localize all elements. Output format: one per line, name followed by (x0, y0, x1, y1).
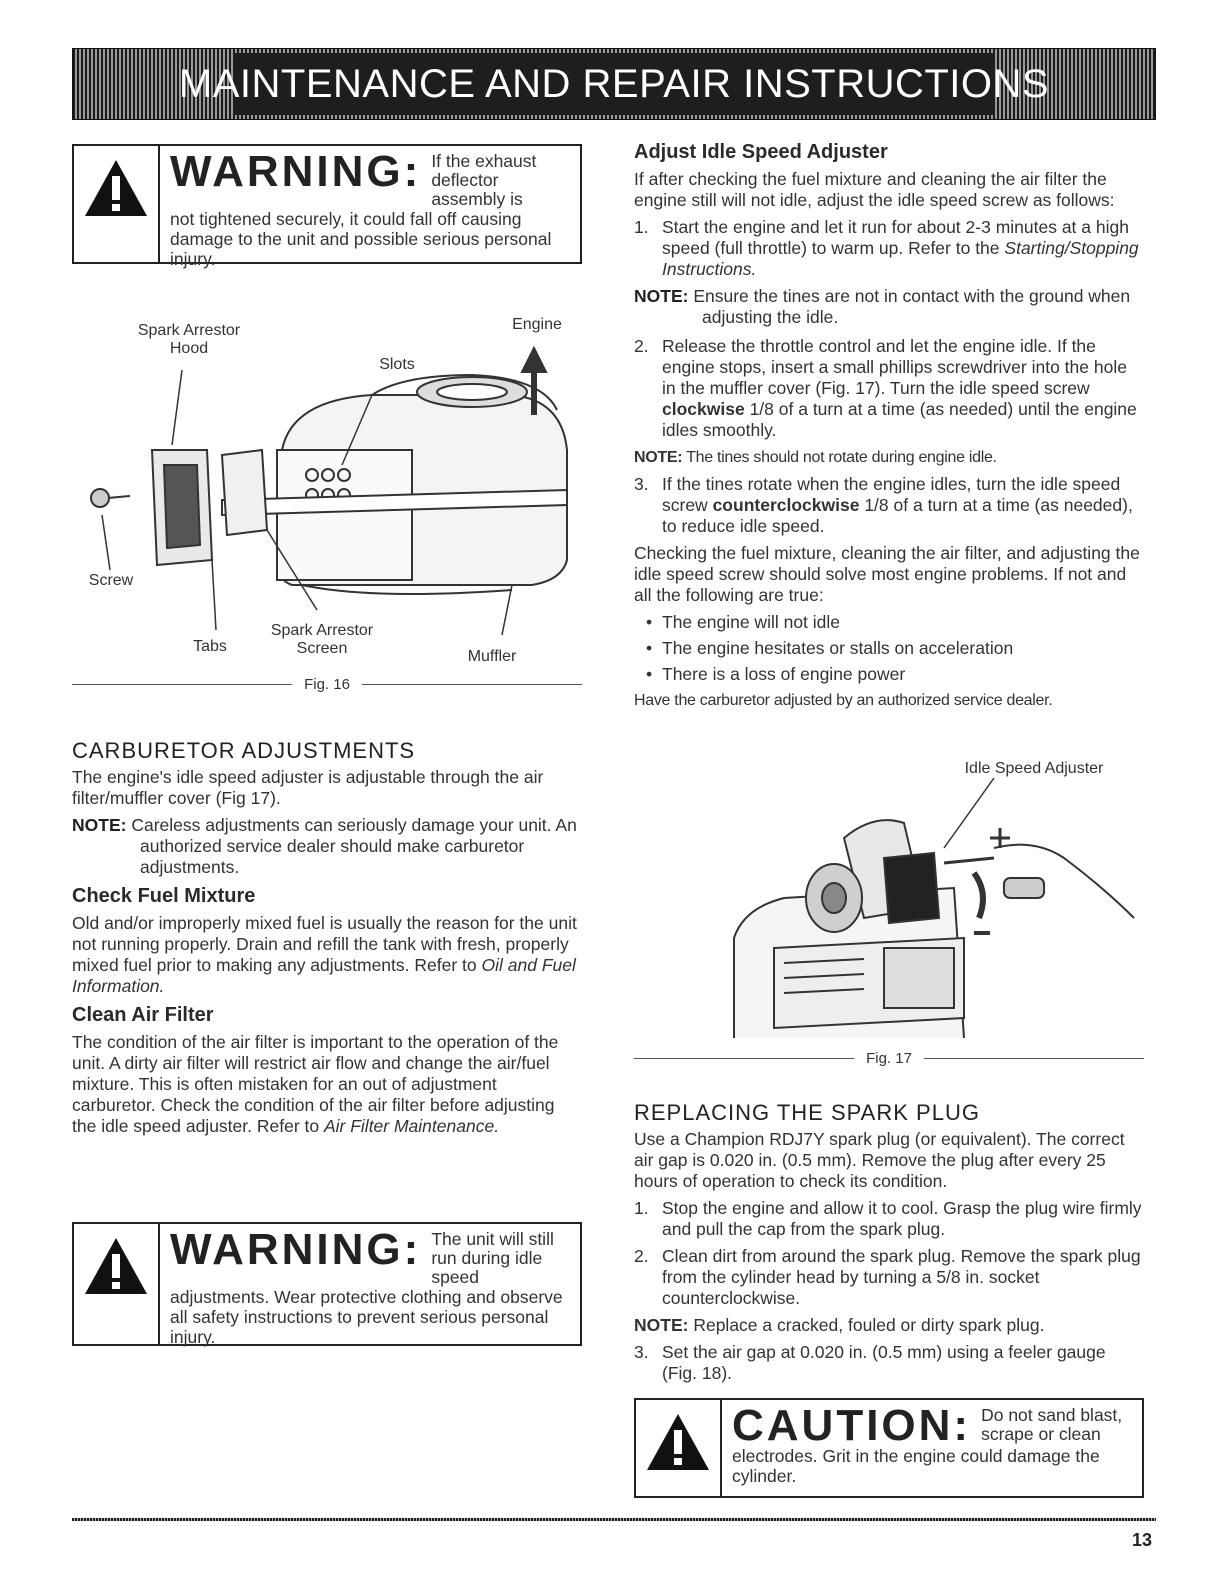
warning-triangle-icon (645, 1412, 711, 1472)
warning-triangle-icon (83, 158, 149, 218)
footer-rule (72, 1518, 1156, 1521)
step-text (662, 336, 1144, 441)
warning-text: adjustments. Wear protective clothing and observe all safety instructions to prevent serious personal injury. (170, 1287, 563, 1347)
plug-note (634, 1315, 1144, 1336)
page-number: 13 (1131, 1530, 1152, 1550)
caution-signal-word: CAUTION: (732, 1401, 972, 1450)
idle-summary: Checking the fuel mixture, cleaning the air filter, and adjusting the idle speed screw should solve most engine problems. If not and all the following are true: (634, 543, 1140, 605)
step-3-body-end: 1/8 of a turn at a time (as needed), to reduce idle speed. (662, 495, 1133, 536)
idle-speed-section (634, 142, 1144, 717)
step-text: Set the air gap at 0.020 in. (0.5 mm) using a feeler gauge (Fig. 18). (662, 1342, 1106, 1383)
air-filter-text (72, 1032, 582, 1137)
header-banner-inner (178, 53, 1050, 115)
note-text: Careless adjustments can seriously damage your unit. An authorized service dealer should make carburetor adjustments. (131, 815, 577, 877)
caution-lead-text: Do not sand blast, scrape or clean (981, 1405, 1123, 1444)
bullet-icon: • (646, 638, 653, 658)
step-3-body: If the tines rotate when the engine idles, turn the idle speed screw (662, 474, 1121, 515)
bullet-icon: • (646, 664, 653, 684)
note-label: NOTE: (634, 1315, 689, 1335)
figure-17-caption-text: Fig. 17 (866, 1050, 912, 1067)
idle-step-3 (634, 474, 1144, 537)
plug-step-2 (634, 1246, 1144, 1309)
carburetor-heading: CARBURETOR ADJUSTMENTS (72, 738, 416, 763)
warning-lead-text: The unit will still run during idle speed (431, 1229, 554, 1287)
figure-16 (72, 300, 582, 700)
plug-step-1 (634, 1198, 1144, 1240)
step-1-body: Start the engine and let it run for about 2-3 minutes at a high speed (full throttle) to warm up. Refer to the (662, 217, 1129, 258)
figure-17 (634, 758, 1144, 1066)
warning-box-exhaust (72, 144, 582, 269)
warning-signal-word: WARNING: (170, 1225, 422, 1274)
caution-body (722, 1400, 1142, 1496)
caution-icon-cell (636, 1400, 722, 1496)
warning-lead-text: If the exhaust deflector assembly is (431, 151, 537, 209)
fuel-mixture-body: Old and/or improperly mixed fuel is usually the reason for the unit not running properly. Drain and refill the tank with fresh, properly mixed fuel prior to making any adjustments. Refer to (72, 913, 577, 975)
air-filter-reference: Air Filter Maintenance. (323, 1116, 500, 1136)
idle-speed-intro: If after checking the fuel mixture and cleaning the air filter the engine still will not idle, adjust the idle speed screw as follows: (634, 169, 1115, 210)
idle-adjuster-illustration (634, 778, 1144, 1048)
list-item (646, 664, 1144, 685)
bullet-text: The engine will not idle (662, 612, 841, 632)
note-label: NOTE: (634, 286, 689, 306)
step-text (662, 217, 1144, 280)
list-item (646, 612, 1144, 633)
warning-signal-word: WARNING: (170, 147, 422, 196)
idle-speed-heading: Adjust Idle Speed Adjuster (634, 141, 888, 163)
step-number: 1. (634, 1198, 649, 1218)
step-3-emphasis: counterclockwise (712, 495, 860, 515)
warning-text: not tightened securely, it could fall off causing damage to the unit and possible serious personal injury. (170, 209, 552, 269)
plug-step-3 (634, 1342, 1144, 1384)
step-2-body-end: 1/8 of a turn at a time (as needed) until the engine idles smoothly. (662, 399, 1137, 440)
label-screw: Screw (88, 572, 134, 589)
idle-step-1 (634, 217, 1144, 280)
figure-16-caption-text: Fig. 16 (304, 676, 350, 693)
label-spark-arrestor-hood: Spark Arrestor Hood (137, 322, 241, 357)
step-text (662, 474, 1144, 537)
label-spark-arrestor-screen: Spark Arrestor Screen (270, 622, 374, 657)
air-filter-heading: Clean Air Filter (72, 1004, 214, 1026)
label-idle-speed-adjuster: Idle Speed Adjuster (964, 760, 1104, 777)
label-engine: Engine (512, 316, 562, 333)
carburetor-note (72, 815, 582, 878)
spark-plug-intro: Use a Champion RDJ7Y spark plug (or equivalent). The correct air gap is 0.020 in. (0.5 mm). Remove the plug after every 25 hours of operation to check its condition. (634, 1129, 1125, 1191)
carburetor-section (72, 740, 582, 1143)
step-2-emphasis: clockwise (662, 399, 745, 419)
caution-box (634, 1398, 1144, 1498)
figure-17-caption (634, 1050, 1144, 1067)
label-muffler: Muffler (467, 648, 517, 665)
step-number: 3. (634, 1342, 649, 1362)
idle-step-2 (634, 336, 1144, 441)
step-number: 2. (634, 336, 649, 356)
fuel-mixture-heading: Check Fuel Mixture (72, 885, 256, 907)
fuel-mixture-reference: Oil and Fuel Information. (72, 955, 576, 996)
step-text: Clean dirt from around the spark plug. Remove the spark plug from the cylinder head by turning a 5/8 in. socket counterclockwise. (662, 1246, 1141, 1308)
step-number: 3. (634, 474, 649, 494)
idle-note-2 (634, 447, 1144, 468)
warning-body (160, 146, 580, 269)
air-filter-body: The condition of the air filter is important to the operation of the unit. A dirty air filter will restrict air flow and change the air/fuel mixture. This is often mistaken for an out of adjustment carburetor. Check the condition of the air filter before adjusting the idle speed adjuster. Refer to (72, 1032, 559, 1136)
list-item (646, 638, 1144, 659)
warning-icon-cell (74, 146, 160, 262)
note-text: The tines should not rotate during engine idle. (686, 449, 997, 466)
note-label: NOTE: (72, 815, 127, 835)
warning-icon-cell (74, 1224, 160, 1344)
step-2-body: Release the throttle control and let the engine idle. If the engine stops, insert a small phillips screwdriver into the hole in the muffler cover (Fig. 17). Turn the idle speed screw (662, 336, 1127, 398)
spark-plug-section (634, 1102, 1144, 1390)
note-label: NOTE: (634, 449, 683, 466)
figure-16-caption (72, 676, 582, 693)
bullet-icon: • (646, 612, 653, 632)
idle-note-1 (634, 286, 1144, 328)
warning-body (160, 1224, 580, 1347)
spark-plug-heading: REPLACING THE SPARK PLUG (634, 1100, 980, 1125)
warning-triangle-icon (83, 1236, 149, 1296)
step-text: Stop the engine and allow it to cool. Grasp the plug wire firmly and pull the cap from the spark plug. (662, 1198, 1142, 1239)
page-title: MAINTENANCE AND REPAIR INSTRUCTIONS (178, 61, 1050, 106)
step-number: 2. (634, 1246, 649, 1266)
bullet-text: The engine hesitates or stalls on acceleration (662, 638, 1014, 658)
header-banner (72, 48, 1156, 120)
bullet-text: There is a loss of engine power (662, 664, 906, 684)
step-number: 1. (634, 217, 649, 237)
carburetor-intro: The engine's idle speed adjuster is adjustable through the air filter/muffler cover (Fig 17). (72, 767, 544, 808)
note-text: Replace a cracked, fouled or dirty spark plug. (693, 1315, 1045, 1335)
dealer-note: Have the carburetor adjusted by an authorized service dealer. (634, 692, 1053, 709)
note-text: Ensure the tines are not in contact with the ground when adjusting the idle. (693, 286, 1131, 327)
warning-box-idle (72, 1222, 582, 1346)
label-tabs: Tabs (193, 638, 227, 655)
step-1-reference: Starting/Stopping Instructions. (662, 238, 1139, 279)
label-slots: Slots (379, 356, 415, 373)
caution-text: electrodes. Grit in the engine could damage the cylinder. (732, 1446, 1100, 1486)
fuel-mixture-text (72, 913, 582, 997)
